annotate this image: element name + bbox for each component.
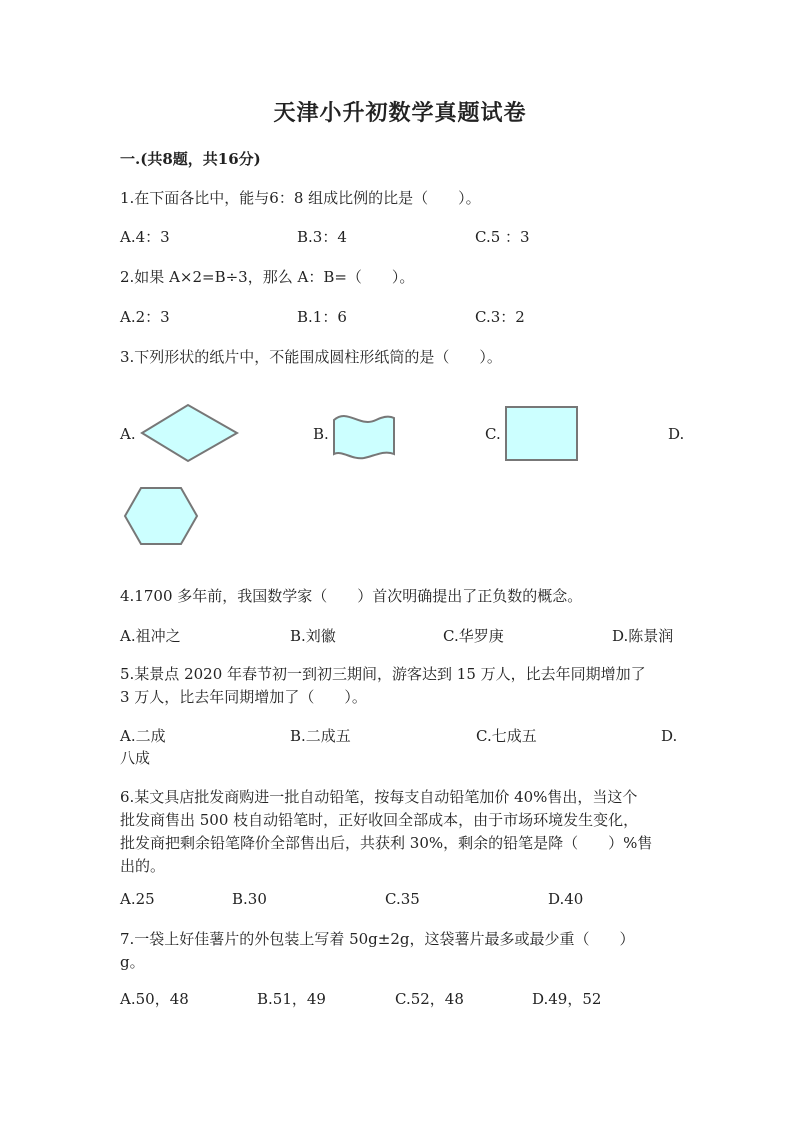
hexagon-shape	[122, 486, 200, 546]
question-6-option-b: B.30	[232, 890, 267, 908]
question-5-stem-line-2: 3 万人，比去年同期增加了（ ）。	[120, 688, 367, 706]
question-6-stem-line-2: 批发商售出 500 枝自动铅笔时，正好收回全部成本，由于市场环境发生变化，	[120, 811, 639, 829]
question-5-option-b: B.二成五	[290, 727, 351, 745]
question-6-stem-line-4: 出的。	[120, 857, 166, 875]
question-3-stem: 3.下列形状的纸片中，不能围成圆柱形纸筒的是（ ）。	[120, 348, 502, 366]
wavy-rectangle-shape	[330, 410, 398, 464]
rectangle-shape	[504, 405, 580, 463]
question-4-option-b: B.刘徽	[290, 627, 336, 645]
question-7-stem-line-2: g。	[120, 953, 145, 971]
question-4-option-c: C.华罗庚	[443, 627, 504, 645]
question-2-option-c: C.3：2	[475, 308, 525, 326]
question-3-option-a: A.	[120, 425, 136, 443]
question-1-option-c: C.5 ：3	[475, 228, 530, 246]
question-2-option-b: B.1：6	[297, 308, 347, 326]
question-7-option-a: A.50，48	[120, 990, 189, 1008]
question-5-option-c: C.七成五	[476, 727, 537, 745]
question-3-option-b: B.	[313, 425, 329, 443]
question-6-option-a: A.25	[120, 890, 155, 908]
page-title: 天津小升初数学真题试卷	[273, 100, 527, 126]
question-7-option-c: C.52，48	[395, 990, 464, 1008]
question-6-stem-line-3: 批发商把剩余铅笔降价全部售出后，共获利 30%，剩余的铅笔是降（ ）%售	[120, 834, 653, 852]
question-5-stem-line-1: 5.某景点 2020 年春节初一到初三期间，游客达到 15 万人，比去年同期增加了	[120, 665, 646, 683]
question-7-option-d: D.49，52	[532, 990, 602, 1008]
rhombus-shape	[140, 403, 240, 463]
question-5-option-d: D.	[661, 727, 678, 745]
question-3-option-d: D.	[668, 425, 685, 443]
question-1-stem: 1.在下面各比中，能与6：8 组成比例的比是（ ）。	[120, 189, 481, 207]
question-6-option-c: C.35	[385, 890, 420, 908]
question-4-option-a: A.祖冲之	[120, 627, 181, 645]
question-1-option-a: A.4：3	[120, 228, 170, 246]
question-2-stem: 2.如果 A×2=B÷3，那么 A：B=（ ）。	[120, 268, 415, 286]
question-4-option-d: D.陈景润	[612, 627, 674, 645]
question-7-option-b: B.51，49	[257, 990, 326, 1008]
question-6-option-d: D.40	[548, 890, 584, 908]
question-5-option-a: A.二成	[120, 727, 166, 745]
section-heading: 一.(共8题，共16分)	[120, 150, 261, 168]
question-7-stem-line-1: 7.一袋上好佳薯片的外包装上写着 50g±2g，这袋薯片最多或最少重（ ）	[120, 930, 635, 948]
question-6-stem-line-1: 6.某文具店批发商购进一批自动铅笔，按每支自动铅笔加价 40%售出，当这个	[120, 788, 638, 806]
question-4-stem: 4.1700 多年前，我国数学家（ ）首次明确提出了正负数的概念。	[120, 587, 583, 605]
question-5-option-d-continued: 八成	[120, 749, 151, 767]
question-1-option-b: B.3：4	[297, 228, 347, 246]
question-3-option-c: C.	[485, 425, 501, 443]
question-2-option-a: A.2：3	[120, 308, 170, 326]
